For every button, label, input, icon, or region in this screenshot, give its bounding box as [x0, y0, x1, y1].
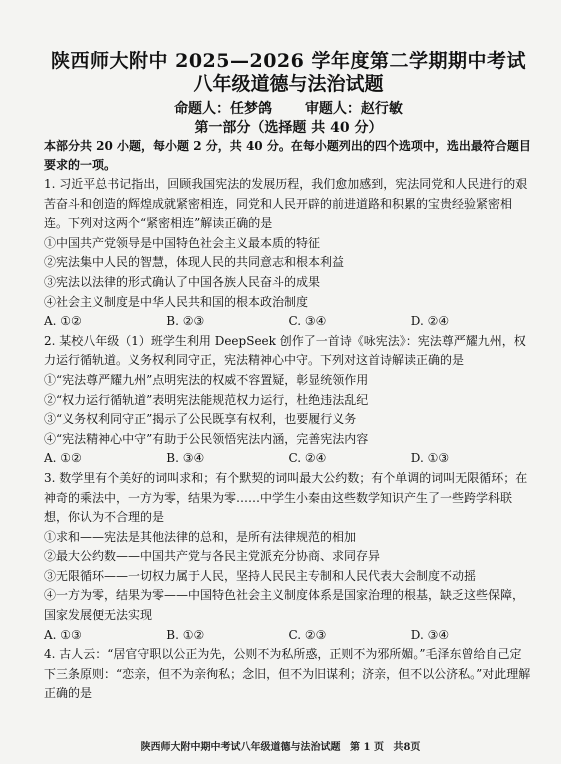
question-1-options: [44, 312, 533, 332]
question-1-item-3: ③宪法以法律的形式确认了中国各族人民奋斗的成果: [44, 274, 321, 289]
question-2-item-2: ②“权力运行循轨道”表明宪法能规范权力运行，杜绝违法乱纪: [44, 392, 369, 407]
question-3-stem: 3. 数学里有个美好的词叫求和；有个默契的词叫最大公约数；有个单调的词叫无限循环；在神奇的乘法中，一方为零，结果为零……中学生小秦由这些数学知识产生了一些跨学科联想，你认为不合理的是: [44, 470, 528, 525]
question-1-item-4: ④社会主义制度是中华人民共和国的根本政治制度: [44, 294, 309, 309]
question-2-item-1: ①“宪法尊严耀九州”点明宪法的权威不容置疑，彰显统领作用: [44, 372, 369, 387]
exam-title: 陕西师大附中 2025—2026 学年度第二学期期中考试: [51, 50, 526, 72]
part-title: 第一部分（选择题 共 40 分）: [194, 120, 383, 136]
question-3-item-1: ①求和——宪法是其他法律的总和，是所有法律规范的相加: [44, 529, 357, 544]
question-2-options: [44, 449, 533, 469]
option-a: A. ①③: [44, 627, 82, 642]
author-setter: 命题人：任梦鸽: [174, 101, 273, 117]
option-c: C. ③④: [288, 314, 327, 329]
page-footer: [0, 738, 561, 753]
option-d: D. ②④: [410, 314, 450, 329]
question-4-stem: 4. 古人云：“居官守职以公正为先，公则不为私所惑，正则不为邪所媚。”毛泽东曾给自己定下三条原则：“恋亲，但不为亲徇私；念旧，但不为旧谋利；济亲，但不以公济私。”对此理解正确的是: [44, 647, 531, 701]
question-3-item-3: ③无限循环——一切权力属于人民，坚持人民民主专制和人民代表大会制度不动摇: [44, 568, 477, 583]
option-d: D. ①③: [410, 451, 450, 466]
question-2-item-4: ④“宪法精神心中守”有助于公民领悟宪法内涵，完善宪法内容: [44, 431, 369, 446]
option-b: B. ③④: [166, 451, 205, 466]
question-2-stem: 2. 某校八年级（1）班学生利用 DeepSeek 创作了一首诗《咏宪法》：宪法尊严耀九州，权力运行循轨道。义务权利同守正，宪法精神心中守。下列对这首诗解读正确的是: [44, 333, 526, 368]
authors-line: [44, 100, 533, 119]
option-b: B. ①②: [166, 627, 205, 642]
question-1-stem: 1. 习近平总书记指出，回顾我国宪法的发展历程，我们愈加感到，宪法同党和人民进行的艰苦奋斗和创造的辉煌成就紧密相连，同党和人民开辟的前进道路和积累的宝贵经验紧密相连。下列对这两个“紧密相连”解读正确的是: [44, 177, 528, 231]
exam-subtitle: 八年级道德与法治试题: [193, 73, 384, 95]
question-3-item-4: ④一方为零，结果为零——中国特色社会主义制度体系是国家治理的根基，缺乏这些保障，国家发展便无法实现: [44, 588, 525, 623]
option-a: A. ①②: [44, 451, 82, 466]
footer-total-pages: 共8页: [393, 742, 421, 753]
question-2-item-3: ③“义务权利同守正”揭示了公民既享有权利，也要履行义务: [44, 412, 357, 427]
question-3-options: [44, 626, 533, 646]
instructions: 本部分共 20 小题，每小题 2 分，共 40 分。在每小题列出的四个选项中，选出最符合题目要求的一项。: [44, 139, 531, 172]
author-reviewer: 审题人：赵行敏: [304, 101, 403, 117]
footer-page-number: 第 1 页: [350, 742, 384, 753]
option-c: C. ②④: [288, 451, 327, 466]
option-c: C. ②③: [288, 627, 327, 642]
question-1-item-2: ②宪法集中人民的智慧，体现人民的共同意志和根本利益: [44, 255, 345, 270]
option-b: B. ②③: [166, 314, 205, 329]
footer-exam-name: 陕西师大附中期中考试八年级道德与法治试题: [140, 742, 341, 753]
question-3-item-2: ②最大公约数——中国共产党与各民主党派充分协商、求同存异: [44, 549, 381, 564]
option-d: D. ③④: [410, 627, 450, 642]
option-a: A. ①②: [44, 314, 82, 329]
question-1-item-1: ①中国共产党领导是中国特色社会主义最本质的特征: [44, 235, 321, 250]
